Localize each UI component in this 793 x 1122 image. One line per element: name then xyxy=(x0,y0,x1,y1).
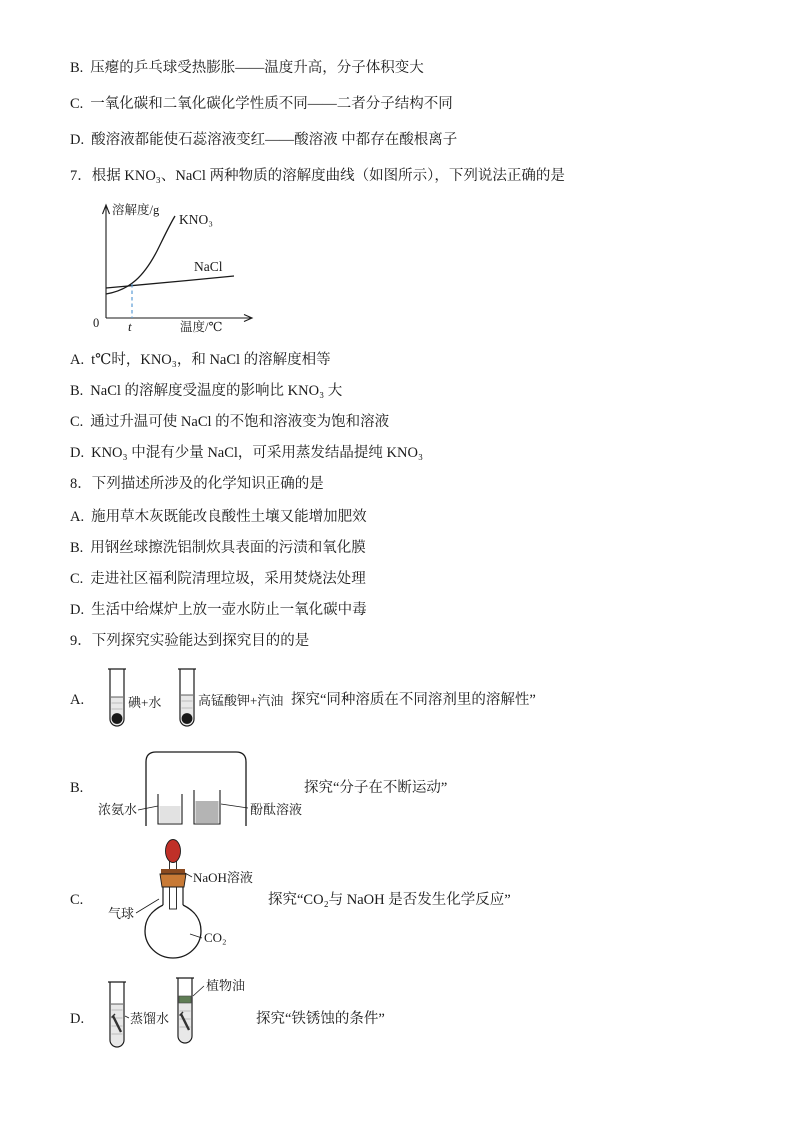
x-axis-label: 温度/℃ xyxy=(180,320,223,334)
beaker-ammonia xyxy=(158,794,182,824)
option-text: KNO₃ 中混有少量 NaCl，可采用蒸发结晶提纯 KNO₃ xyxy=(91,445,424,461)
option-text: 酸溶液都能使石蕊溶液变红——酸溶液 中都存在酸根离子 xyxy=(91,132,458,148)
option-label: D. xyxy=(70,1010,85,1027)
balloon-label: 气球 xyxy=(108,906,135,921)
q7-option-c xyxy=(70,412,735,433)
test-tube-kmno4-gasoline xyxy=(178,669,196,726)
option-text: 通过升温可使 NaCl 的不饱和溶液变为饱和溶液 xyxy=(90,414,390,430)
phenolphthalein-pointer-line xyxy=(221,804,248,808)
experiment-purpose: 探究“CO₂与 NaOH 是否发生化学反应” xyxy=(268,891,511,908)
y-axis-label: 溶解度/g xyxy=(112,203,160,217)
q7-option-a xyxy=(70,350,735,371)
solubility-chart-figure xyxy=(80,196,735,338)
test-tube-distilled-water xyxy=(108,982,126,1047)
phenolphthalein-label: 酚酞溶液 xyxy=(250,802,303,817)
q8-option-b xyxy=(70,538,735,559)
option-text: 用钢丝球擦洗铝制炊具表面的污渍和氧化膜 xyxy=(90,540,366,556)
q9-stem: 9．下列探究实验能达到探究目的的是 xyxy=(70,633,310,649)
test-tube-oil-sealed xyxy=(176,978,194,1043)
option-label: B. xyxy=(70,60,84,76)
option-label: C. xyxy=(70,96,84,112)
option-text: 走进社区福利院清理垃圾，采用焚烧法处理 xyxy=(90,571,366,587)
ammonia-label: 浓氨水 xyxy=(98,802,138,817)
experiment-purpose: 探究“同种溶质在不同溶剂里的溶解性” xyxy=(291,691,536,708)
kno3-label: KNO₃ xyxy=(179,212,213,227)
experiment-purpose: 探究“分子在不断运动” xyxy=(304,779,448,796)
q9-experiment-b xyxy=(70,744,735,832)
option-label: C. xyxy=(70,414,84,430)
distilled-water-label: 蒸馏水 xyxy=(130,1011,170,1026)
experiment-d-diagram xyxy=(96,968,256,1070)
dark-solute xyxy=(112,713,123,724)
option-text: 一氧化碳和二氧化碳化学性质不同——二者分子结构不同 xyxy=(90,96,453,112)
q9-experiment-d xyxy=(70,968,735,1070)
q8-option-c xyxy=(70,569,735,590)
option-label: B. xyxy=(70,779,84,796)
tube2-label: 高锰酸钾+汽油 xyxy=(198,693,284,708)
q7-stem: 7．根据 KNO₃、NaCl 两种物质的溶解度曲线（如图所示），下列说法正确的是 xyxy=(70,168,565,184)
option-label: C. xyxy=(70,571,84,587)
option-label: D. xyxy=(70,132,85,148)
option-label: D. xyxy=(70,602,85,618)
co2-label: CO₂ xyxy=(204,930,227,945)
q9-experiment-a xyxy=(70,661,735,739)
vegetable-oil-label: 植物油 xyxy=(206,978,246,993)
q6-option-c xyxy=(70,94,735,115)
option-label: A. xyxy=(70,352,85,368)
beaker-phenolphthalein xyxy=(194,790,220,824)
solubility-chart xyxy=(80,196,270,338)
stopper xyxy=(160,874,186,887)
water-pointer-line xyxy=(125,1016,129,1018)
tube1-label: 碘+水 xyxy=(128,695,162,710)
q8-stem: 8．下列描述所涉及的化学知识正确的是 xyxy=(70,476,324,492)
naoh-label: NaOH溶液 xyxy=(193,870,253,885)
q9-experiment-c xyxy=(70,837,735,963)
option-label: B. xyxy=(70,540,84,556)
option-text: 压瘪的乒乓球受热膨胀——温度升高，分子体积变大 xyxy=(90,60,424,76)
dropper-bulb xyxy=(166,840,181,863)
experiment-a-diagram xyxy=(96,661,291,739)
q8-option-a xyxy=(70,507,735,528)
option-text: NaCl 的溶解度受温度的影响比 KNO₃ 大 xyxy=(90,383,343,399)
q7-option-d xyxy=(70,443,735,464)
q6-option-d xyxy=(70,130,735,151)
oil-pointer-line xyxy=(193,986,204,996)
origin-label: 0 xyxy=(93,316,100,330)
test-tube-iodine-water xyxy=(108,669,126,726)
option-text: 施用草木灰既能改良酸性土壤又能增加肥效 xyxy=(91,509,367,525)
experiment-purpose: 探究“铁锈蚀的条件” xyxy=(256,1010,385,1027)
t-tick-label: t xyxy=(128,319,132,334)
option-label: D. xyxy=(70,445,85,461)
ammonia-pointer-line xyxy=(138,806,158,810)
q8-option-d xyxy=(70,600,735,621)
nacl-label: NaCl xyxy=(194,259,223,274)
stopper-collar xyxy=(161,869,185,874)
option-label: A. xyxy=(70,691,85,708)
nacl-curve xyxy=(106,276,234,288)
dark-solute xyxy=(182,713,193,724)
experiment-c-diagram xyxy=(96,837,268,963)
q7-option-b xyxy=(70,381,735,402)
option-label: C. xyxy=(70,891,84,908)
balloon-pointer-line xyxy=(136,899,159,913)
option-label: B. xyxy=(70,383,84,399)
option-text: 生活中给煤炉上放一壶水防止一氧化碳中毒 xyxy=(91,602,367,618)
option-text: t℃时，KNO₃，和 NaCl 的溶解度相等 xyxy=(91,352,331,368)
q6-option-b xyxy=(70,58,735,79)
oil-layer xyxy=(179,996,191,1003)
option-label: A. xyxy=(70,509,85,525)
experiment-b-diagram xyxy=(96,744,304,832)
